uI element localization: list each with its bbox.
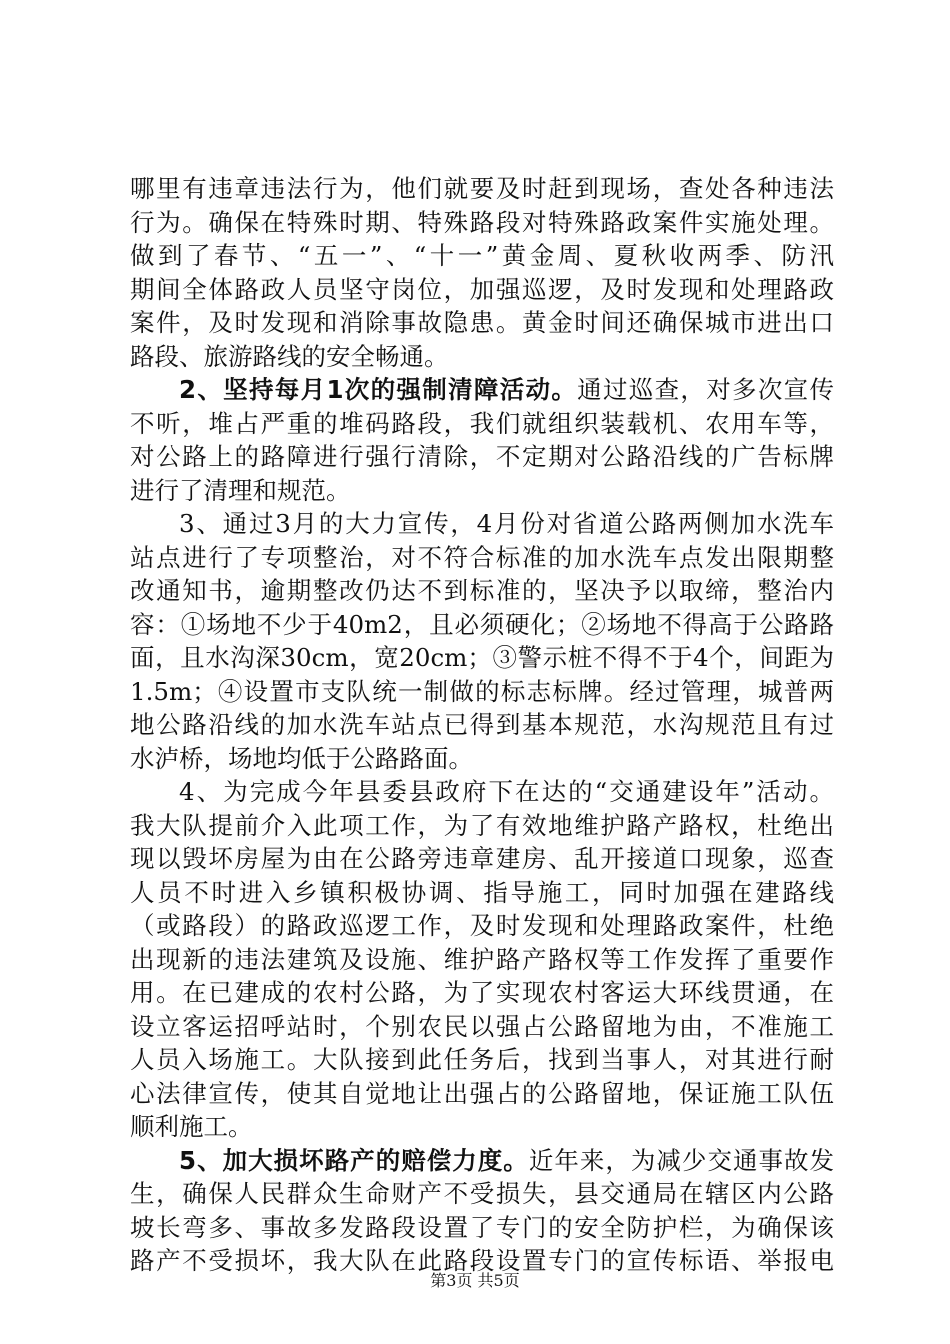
paragraph-line: 顺利施工。: [130, 1112, 253, 1141]
paragraph-line: 做到了春节、“五一”、“十一”黄金周、夏秋收两季、防汛: [130, 241, 834, 270]
paragraph-line: 对公路上的路障进行强行清除，不定期对公路沿线的广告标牌: [130, 442, 834, 471]
document-body: [130, 172, 834, 1278]
paragraph-line: 容：①场地不少于40m2，且必须硬化；②场地不得高于公路路: [130, 609, 834, 639]
paragraph-line: 心法律宣传，使其自觉地让出强占的公路留地，保证施工队伍: [130, 1078, 834, 1108]
paragraph-line: 用。在已建成的农村公路，为了实现农村客运大环线贯通，在: [130, 978, 834, 1007]
paragraph-line: 改通知书，逾期整改仍达不到标准的，坚决予以取缔，整治内: [130, 576, 834, 605]
paragraph-line: 案件，及时发现和消除事故隐患。黄金时间还确保城市进出口: [130, 308, 834, 337]
item-2-heading: 2、坚持每月1次的强制清障活动。: [179, 375, 578, 404]
page-number-footer: 第3页 共5页: [430, 1271, 520, 1290]
item-5-heading: 5、加大损坏路产的赔偿力度。: [179, 1145, 529, 1175]
paragraph-line: 坡长弯多、事故多发路段设置了专门的安全防护栏，为确保该: [130, 1212, 834, 1242]
paragraph-line: 水泸桥，场地均低于公路路面。: [130, 743, 473, 773]
item-4-first-line: 4、为完成今年县委县政府下在达的“交通建设年”活动。: [179, 777, 834, 806]
item-2-line-rest: 通过巡查，对多次宣传: [577, 375, 834, 404]
paragraph-line: 期间全体路政人员坚守岗位，加强巡逻，及时发现和处理路政: [130, 274, 834, 304]
paragraph-line: 哪里有违章违法行为，他们就要及时赶到现场，查处各种违法: [130, 174, 834, 203]
paragraph-line: 1.5m；④设置市支队统一制做的标志标牌。经过管理，城普两: [130, 676, 834, 706]
paragraph-line: 人员不时进入乡镇积极协调、指导施工，同时加强在建路线: [130, 877, 834, 907]
paragraph-line: 我大队提前介入此项工作，为了有效地维护路产路权，杜绝出: [130, 810, 834, 840]
item-3-first-line: 3、通过3月的大力宣传，4月份对省道公路两侧加水洗车: [179, 509, 834, 538]
paragraph-line: 生，确保人民群众生命财产不受损失，县交通局在辖区内公路: [130, 1179, 834, 1208]
paragraph-line: 设立客运招呼站时，个别农民以强占公路留地为由，不准施工: [130, 1011, 834, 1041]
paragraph-line: 行为。确保在特殊时期、特殊路段对特殊路政案件实施处理。: [130, 207, 834, 237]
paragraph-line: 路段、旅游路线的安全畅通。: [130, 341, 449, 371]
paragraph-line: 现以毁坏房屋为由在公路旁违章建房、乱开接道口现象，巡查: [130, 844, 834, 873]
paragraph-line: 人员入场施工。大队接到此任务后，找到当事人，对其进行耐: [130, 1045, 834, 1074]
paragraph-line: 站点进行了专项整治，对不符合标准的加水洗车点发出限期整: [130, 542, 834, 572]
paragraph-line: 地公路沿线的加水洗车站点已得到基本规范，水沟规范且有过: [130, 710, 834, 739]
paragraph-line: 不听，堆占严重的堆码路段，我们就组织装载机、农用车等，: [130, 408, 834, 438]
paragraph-line: （或路段）的路政巡逻工作，及时发现和处理路政案件，杜绝: [130, 911, 834, 940]
item-2-first-line: [130, 373, 834, 407]
paragraph-line: 路产不受损坏，我大队在此路段设置专门的宣传标语、举报电: [130, 1246, 834, 1275]
item-5-first-line: [130, 1144, 834, 1178]
paragraph-line: 面，且水沟深30cm，宽20cm；③警示桩不得不于4个，间距为: [130, 643, 834, 672]
item-5-line-rest: 近年来，为减少交通事故发: [528, 1145, 834, 1175]
paragraph-line: 出现新的违法建筑及设施、维护路产路权等工作发挥了重要作: [130, 944, 834, 974]
paragraph-line: 进行了清理和规范。: [130, 475, 351, 505]
